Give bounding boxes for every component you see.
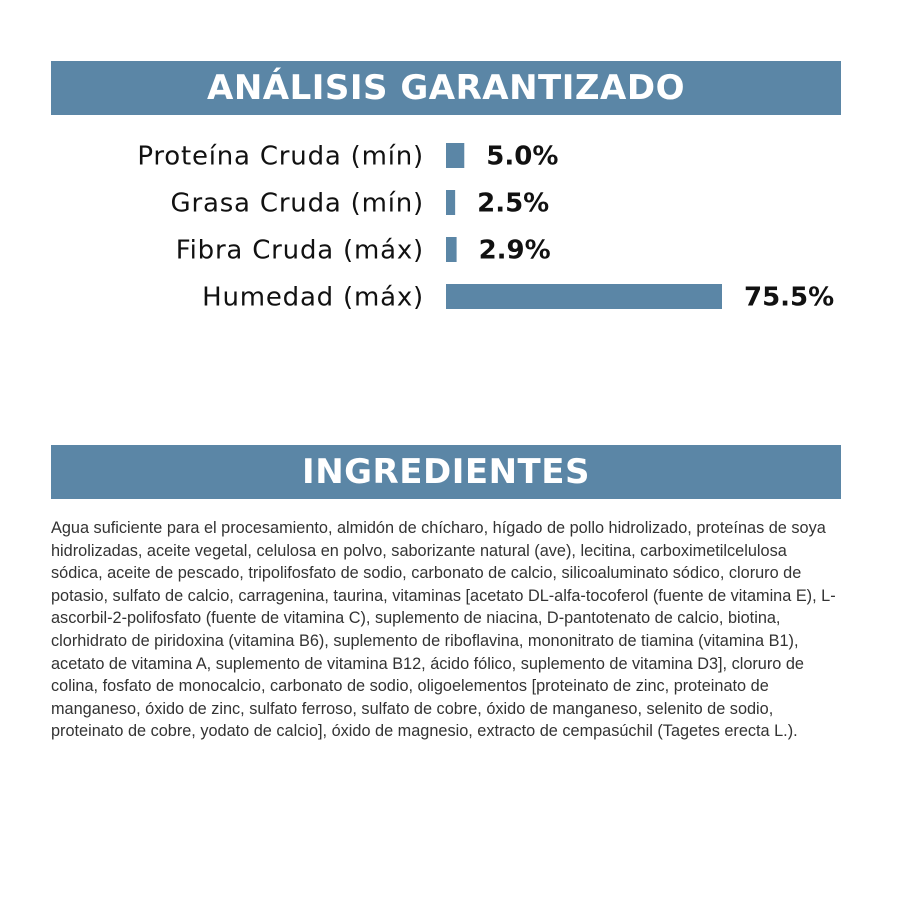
- analysis-title: ANÁLISIS GARANTIZADO: [207, 68, 685, 108]
- bar: [446, 237, 457, 262]
- analysis-chart: [0, 130, 900, 330]
- ingredients-text: Agua suficiente para el procesamiento, almidón de chícharo, hígado de pollo hidrolizado, proteínas de soya hidrolizadas, aceite vegetal, celulosa en polvo, saborizante natural (ave), lecitina, carboximetilcelulosa sódica, aceite de pescado, tripolifosfato de sodio, carbonato de calcio, silicoaluminato sódico, cloruro de potasio, sulfato de calcio, carragenina, taurina, vitaminas [acetato DL-alfa-tocoferol (fuente de vitamina E), L-ascorbil-2-polifosfato (fuente de vitamina C), suplemento de niacina, D-pantotenato de calcio, biotina, clorhidrato de piridoxina (vitamina B6), suplemento de riboflavina, mononitrato de tiamina (vitamina B1), acetato de vitamina A, suplemento de vitamina B12, ácido fólico, suplemento de vitamina D3], cloruro de colina, fosfato de monocalcio, carbonato de sodio, oligoelementos [proteinato de zinc, proteinato de manganeso, óxido de zinc, sulfato ferroso, sulfato de cobre, óxido de manganeso, selenito de sodio, proteinato de cobre, yodato de calcio], óxido de magnesio, extracto de cempasúchil (Tagetes erecta L.).: [51, 519, 836, 741]
- bar: [446, 190, 455, 215]
- ingredients-title: INGREDIENTES: [302, 452, 590, 492]
- value-label: 75.5%: [744, 282, 835, 313]
- ingredients-banner: [51, 445, 841, 499]
- category-label: Fibra Cruda (máx): [175, 235, 424, 266]
- category-label: Proteína Cruda (mín): [137, 141, 424, 172]
- value-label: 5.0%: [486, 141, 559, 172]
- value-label: 2.9%: [478, 235, 551, 266]
- analysis-banner: [51, 61, 841, 115]
- category-label: Humedad (máx): [202, 282, 424, 313]
- bar: [446, 143, 464, 168]
- value-label: 2.5%: [477, 188, 550, 219]
- category-label: Grasa Cruda (mín): [170, 188, 424, 219]
- bar: [446, 284, 722, 309]
